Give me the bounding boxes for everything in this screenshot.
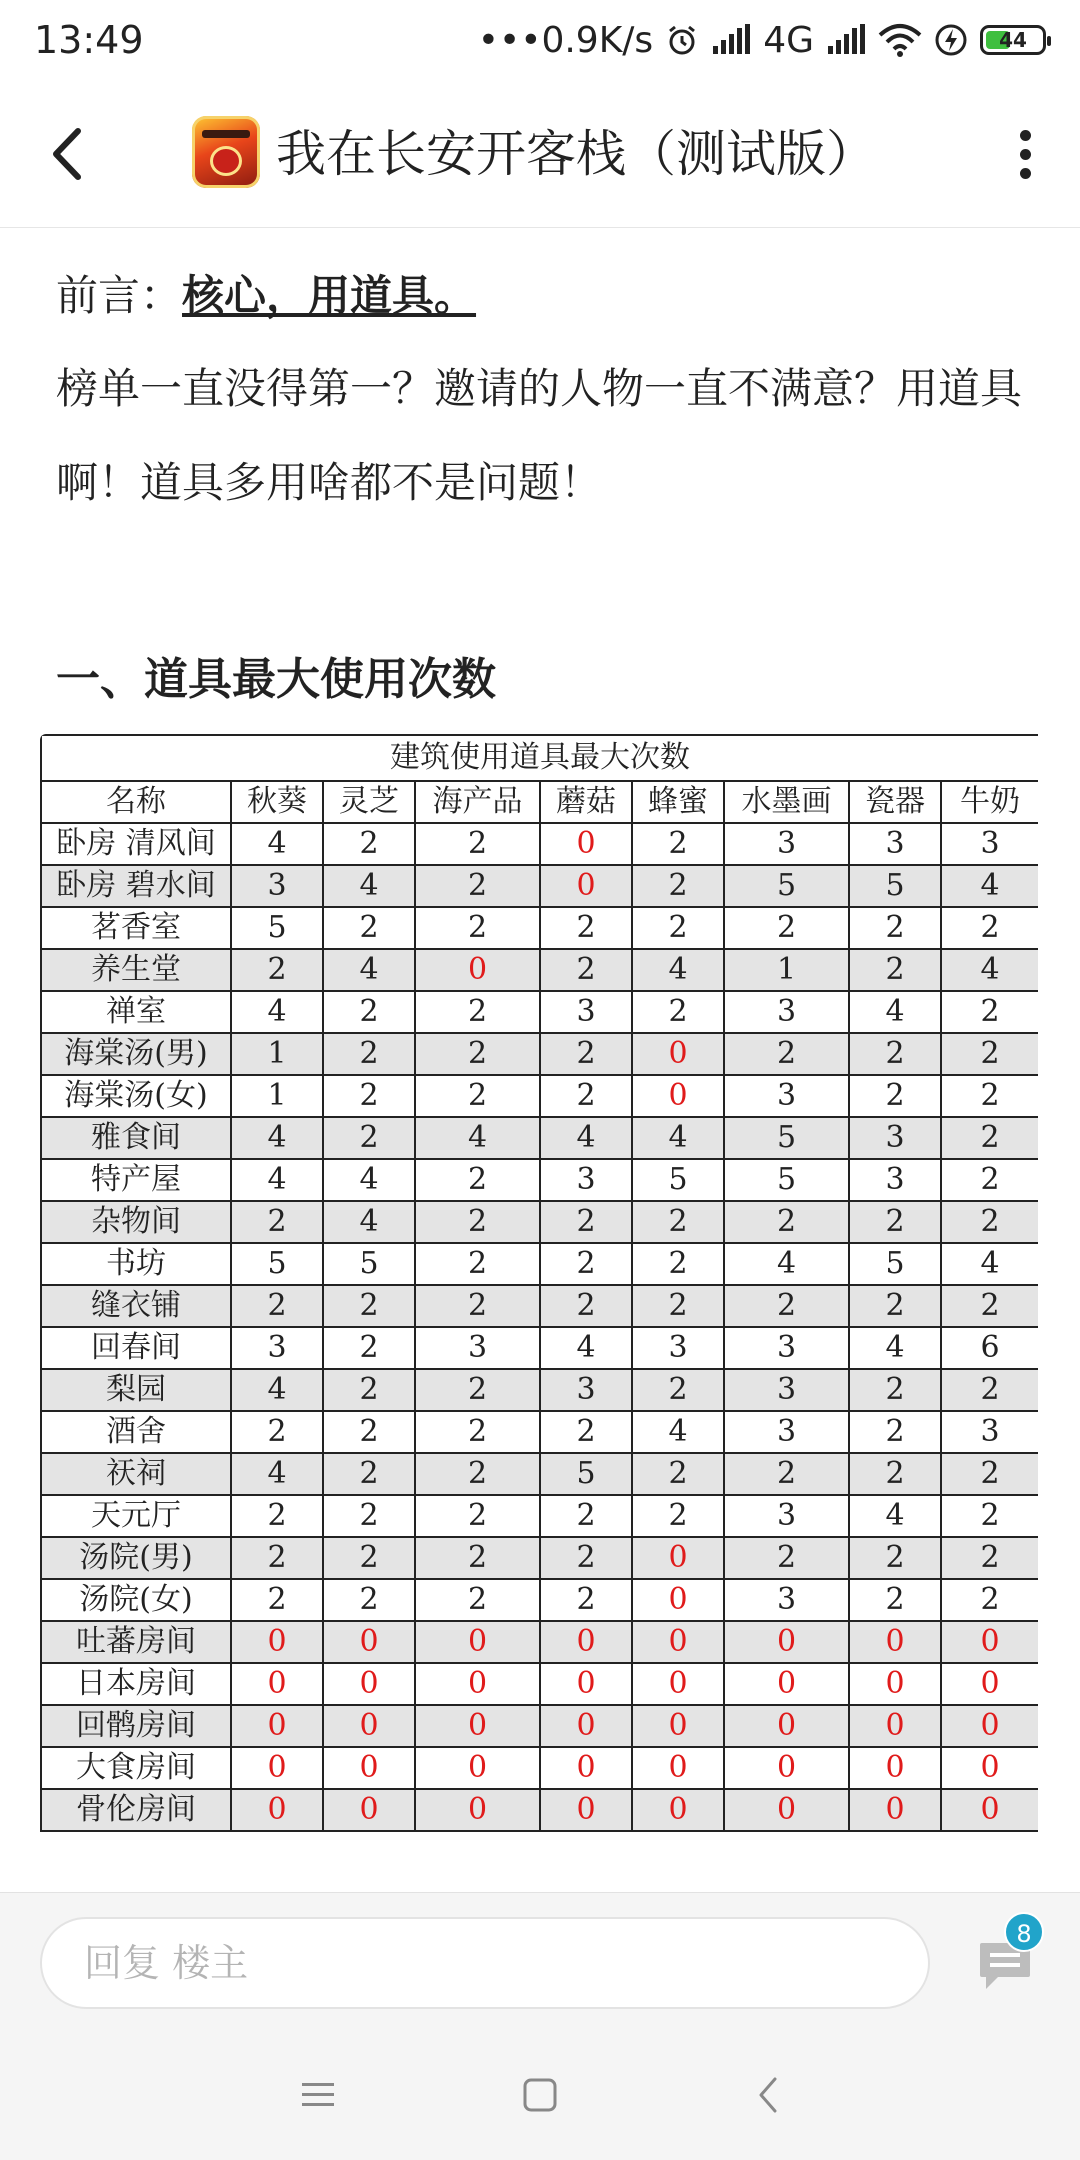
app-header bbox=[0, 80, 1080, 228]
table-cell: 2 bbox=[849, 1579, 941, 1621]
table-cell: 5 bbox=[323, 1243, 415, 1285]
network-speed: •••0.9K/s bbox=[477, 19, 654, 61]
table-cell: 2 bbox=[540, 1495, 632, 1537]
table-cell: 0 bbox=[323, 1705, 415, 1747]
table-row bbox=[41, 1117, 1038, 1159]
table-caption: 建筑使用道具最大次数 bbox=[41, 735, 1038, 781]
table-cell: 0 bbox=[632, 1537, 724, 1579]
table-cell: 4 bbox=[849, 1327, 941, 1369]
nav-back-button[interactable] bbox=[738, 2070, 798, 2120]
table-row-name: 梨园 bbox=[41, 1369, 231, 1411]
table-cell: 2 bbox=[941, 991, 1038, 1033]
table-cell: 0 bbox=[632, 1033, 724, 1075]
table-cell: 2 bbox=[415, 907, 540, 949]
table-cell: 3 bbox=[724, 1075, 849, 1117]
table-cell: 5 bbox=[231, 907, 323, 949]
table-cell: 4 bbox=[849, 991, 941, 1033]
table-cell: 0 bbox=[632, 1747, 724, 1789]
table-header-cell: 牛奶 bbox=[941, 781, 1038, 823]
table-cell: 2 bbox=[632, 1369, 724, 1411]
table-cell: 2 bbox=[941, 907, 1038, 949]
table-cell: 2 bbox=[632, 1495, 724, 1537]
intro-prefix: 前言： bbox=[56, 271, 183, 320]
table-cell: 5 bbox=[724, 865, 849, 907]
table-cell: 3 bbox=[415, 1327, 540, 1369]
table-header-cell: 秋葵 bbox=[231, 781, 323, 823]
table-cell: 0 bbox=[941, 1747, 1038, 1789]
table-cell: 4 bbox=[323, 949, 415, 991]
table-row bbox=[41, 1201, 1038, 1243]
table-cell: 2 bbox=[849, 1075, 941, 1117]
table-row bbox=[41, 1033, 1038, 1075]
table-cell: 0 bbox=[724, 1747, 849, 1789]
table-cell: 0 bbox=[540, 1663, 632, 1705]
alarm-icon bbox=[665, 23, 699, 57]
table-cell: 4 bbox=[415, 1117, 540, 1159]
table-row-name: 天元厅 bbox=[41, 1495, 231, 1537]
nav-home-button[interactable] bbox=[510, 2070, 570, 2120]
table-cell: 4 bbox=[231, 823, 323, 865]
table-cell: 2 bbox=[941, 1117, 1038, 1159]
table-cell: 2 bbox=[941, 1075, 1038, 1117]
table-cell: 2 bbox=[231, 1411, 323, 1453]
table-row bbox=[41, 1075, 1038, 1117]
table-cell: 2 bbox=[724, 1285, 849, 1327]
table-cell: 0 bbox=[849, 1747, 941, 1789]
table-cell: 2 bbox=[415, 1537, 540, 1579]
table-cell: 2 bbox=[415, 1075, 540, 1117]
reply-input[interactable]: 回复 楼主 bbox=[40, 1917, 930, 2009]
table-cell: 4 bbox=[724, 1243, 849, 1285]
table-cell: 0 bbox=[540, 823, 632, 865]
table-cell: 4 bbox=[323, 1201, 415, 1243]
table-cell: 2 bbox=[323, 1285, 415, 1327]
table-row-name: 特产屋 bbox=[41, 1159, 231, 1201]
table-cell: 0 bbox=[323, 1621, 415, 1663]
table-header-cell: 瓷器 bbox=[849, 781, 941, 823]
table-row-name: 回春间 bbox=[41, 1327, 231, 1369]
table-cell: 0 bbox=[632, 1075, 724, 1117]
table-row bbox=[41, 1327, 1038, 1369]
table-cell: 2 bbox=[849, 1411, 941, 1453]
table-cell: 2 bbox=[724, 1201, 849, 1243]
table-cell: 2 bbox=[849, 1453, 941, 1495]
more-vertical-icon bbox=[1020, 130, 1031, 141]
table-cell: 2 bbox=[941, 1201, 1038, 1243]
table-cell: 2 bbox=[941, 1159, 1038, 1201]
table-cell: 2 bbox=[415, 865, 540, 907]
system-nav-bar bbox=[0, 2030, 1080, 2160]
table-row-name: 吐蕃房间 bbox=[41, 1621, 231, 1663]
status-bar bbox=[0, 0, 1080, 80]
table-cell: 2 bbox=[415, 1411, 540, 1453]
table-cell: 0 bbox=[724, 1705, 849, 1747]
table-cell: 2 bbox=[231, 949, 323, 991]
article-content bbox=[56, 228, 1024, 710]
table-cell: 2 bbox=[415, 991, 540, 1033]
table-row bbox=[41, 1579, 1038, 1621]
table-cell: 4 bbox=[231, 991, 323, 1033]
table-row bbox=[41, 1369, 1038, 1411]
table-cell: 2 bbox=[323, 823, 415, 865]
table-row-name: 海棠汤(女) bbox=[41, 1075, 231, 1117]
table-cell: 2 bbox=[231, 1495, 323, 1537]
table-cell: 2 bbox=[415, 1201, 540, 1243]
table-cell: 5 bbox=[632, 1159, 724, 1201]
table-cell: 0 bbox=[540, 865, 632, 907]
table-cell: 5 bbox=[724, 1117, 849, 1159]
table-cell: 5 bbox=[849, 865, 941, 907]
table-cell: 0 bbox=[941, 1621, 1038, 1663]
table-cell: 5 bbox=[231, 1243, 323, 1285]
table-cell: 2 bbox=[415, 1285, 540, 1327]
table-cell: 2 bbox=[540, 1201, 632, 1243]
table-cell: 0 bbox=[415, 1747, 540, 1789]
table-cell: 4 bbox=[323, 865, 415, 907]
table-header-row bbox=[41, 781, 1038, 823]
table-cell: 0 bbox=[415, 1621, 540, 1663]
table-row-name: 海棠汤(男) bbox=[41, 1033, 231, 1075]
table-cell: 4 bbox=[632, 1117, 724, 1159]
table-cell: 2 bbox=[632, 907, 724, 949]
table-row-name: 养生堂 bbox=[41, 949, 231, 991]
table-row-name: 酒舍 bbox=[41, 1411, 231, 1453]
table-cell: 0 bbox=[849, 1789, 941, 1831]
table-cell: 3 bbox=[724, 823, 849, 865]
table-header-cell: 蘑菇 bbox=[540, 781, 632, 823]
intro-paragraph: 榜单一直没得第一？邀请的人物一直不满意？用道具啊！道具多用啥都不是问题！ bbox=[56, 364, 1023, 507]
table-cell: 0 bbox=[415, 1663, 540, 1705]
wifi-icon bbox=[878, 23, 922, 57]
table-cell: 2 bbox=[941, 1033, 1038, 1075]
menu-icon bbox=[300, 2080, 336, 2110]
table-cell: 0 bbox=[415, 949, 540, 991]
table-row bbox=[41, 907, 1038, 949]
section-heading: 一、道具最大使用次数 bbox=[56, 654, 496, 705]
table-cell: 2 bbox=[540, 1411, 632, 1453]
reply-bar bbox=[0, 1892, 1080, 2031]
table-cell: 2 bbox=[941, 1579, 1038, 1621]
table-row-name: 大食房间 bbox=[41, 1747, 231, 1789]
table-row-name: 回鹘房间 bbox=[41, 1705, 231, 1747]
table-row bbox=[41, 1747, 1038, 1789]
table-cell: 1 bbox=[724, 949, 849, 991]
nav-menu-button[interactable] bbox=[288, 2070, 348, 2120]
table-cell: 0 bbox=[632, 1705, 724, 1747]
table-cell: 3 bbox=[724, 1495, 849, 1537]
table-cell: 0 bbox=[231, 1663, 323, 1705]
table-cell: 0 bbox=[540, 1747, 632, 1789]
table-row-name: 雅食间 bbox=[41, 1117, 231, 1159]
table-cell: 3 bbox=[632, 1327, 724, 1369]
table-cell: 2 bbox=[540, 907, 632, 949]
table-row bbox=[41, 1537, 1038, 1579]
table-cell: 2 bbox=[323, 1495, 415, 1537]
table-cell: 2 bbox=[415, 1033, 540, 1075]
back-button[interactable] bbox=[38, 124, 98, 184]
table-row bbox=[41, 991, 1038, 1033]
table-row bbox=[41, 1243, 1038, 1285]
battery-level: 44 bbox=[999, 28, 1027, 52]
table-cell: 2 bbox=[231, 1285, 323, 1327]
table-cell: 2 bbox=[231, 1537, 323, 1579]
table-cell: 0 bbox=[540, 1705, 632, 1747]
table-cell: 2 bbox=[632, 991, 724, 1033]
table-cell: 2 bbox=[323, 1033, 415, 1075]
table-cell: 2 bbox=[415, 1495, 540, 1537]
table-row-name: 书坊 bbox=[41, 1243, 231, 1285]
table-cell: 3 bbox=[849, 1159, 941, 1201]
back-chevron-icon bbox=[753, 2075, 783, 2115]
table-cell: 2 bbox=[724, 1537, 849, 1579]
table-cell: 2 bbox=[849, 1369, 941, 1411]
table-cell: 2 bbox=[941, 1453, 1038, 1495]
table-cell: 2 bbox=[632, 1201, 724, 1243]
table-row bbox=[41, 1495, 1038, 1537]
table-cell: 2 bbox=[415, 823, 540, 865]
signal-icon bbox=[711, 24, 751, 56]
table-header-cell: 名称 bbox=[41, 781, 231, 823]
table-cell: 3 bbox=[540, 1369, 632, 1411]
table-cell: 2 bbox=[415, 1243, 540, 1285]
table-cell: 4 bbox=[231, 1117, 323, 1159]
table-cell: 0 bbox=[323, 1789, 415, 1831]
table-cell: 3 bbox=[540, 1159, 632, 1201]
table-cell: 1 bbox=[231, 1075, 323, 1117]
table-cell: 4 bbox=[231, 1159, 323, 1201]
table-cell: 2 bbox=[724, 907, 849, 949]
back-arrow-icon bbox=[48, 127, 88, 181]
table-row bbox=[41, 949, 1038, 991]
table-row bbox=[41, 1621, 1038, 1663]
table-cell: 2 bbox=[724, 1033, 849, 1075]
table-cell: 1 bbox=[231, 1033, 323, 1075]
table-row-name: 茗香室 bbox=[41, 907, 231, 949]
item-usage-table bbox=[40, 734, 1038, 1832]
table-row bbox=[41, 823, 1038, 865]
table-cell: 2 bbox=[941, 1537, 1038, 1579]
table-cell: 0 bbox=[540, 1621, 632, 1663]
table-row bbox=[41, 1663, 1038, 1705]
table-cell: 3 bbox=[849, 823, 941, 865]
table-row-name: 卧房 碧水间 bbox=[41, 865, 231, 907]
table-cell: 4 bbox=[231, 1369, 323, 1411]
table-cell: 2 bbox=[849, 1537, 941, 1579]
table-cell: 3 bbox=[724, 991, 849, 1033]
table-cell: 2 bbox=[415, 1369, 540, 1411]
table-cell: 3 bbox=[724, 1327, 849, 1369]
table-row bbox=[41, 865, 1038, 907]
network-type: 4G bbox=[763, 19, 814, 61]
table-cell: 0 bbox=[724, 1621, 849, 1663]
table-cell: 5 bbox=[540, 1453, 632, 1495]
table-cell: 0 bbox=[724, 1663, 849, 1705]
table-row bbox=[41, 1159, 1038, 1201]
table-row-name: 缝衣铺 bbox=[41, 1285, 231, 1327]
table-cell: 2 bbox=[632, 865, 724, 907]
table-cell: 2 bbox=[323, 1537, 415, 1579]
table-row-name: 祆祠 bbox=[41, 1453, 231, 1495]
table-cell: 2 bbox=[323, 1369, 415, 1411]
table-cell: 0 bbox=[323, 1747, 415, 1789]
table-cell: 3 bbox=[231, 1327, 323, 1369]
table-cell: 2 bbox=[849, 1285, 941, 1327]
table-cell: 2 bbox=[323, 1453, 415, 1495]
table-cell: 0 bbox=[323, 1663, 415, 1705]
table-cell: 2 bbox=[323, 991, 415, 1033]
table-cell: 4 bbox=[540, 1327, 632, 1369]
table-cell: 2 bbox=[540, 1033, 632, 1075]
table-cell: 4 bbox=[632, 1411, 724, 1453]
table-cell: 3 bbox=[724, 1369, 849, 1411]
table-cell: 5 bbox=[724, 1159, 849, 1201]
table-cell: 4 bbox=[231, 1453, 323, 1495]
signal-icon-2 bbox=[826, 24, 866, 56]
table-cell: 2 bbox=[941, 1285, 1038, 1327]
table-row-name: 日本房间 bbox=[41, 1663, 231, 1705]
table-row-name: 汤院(男) bbox=[41, 1537, 231, 1579]
table-row bbox=[41, 1453, 1038, 1495]
home-square-icon bbox=[522, 2077, 558, 2113]
table-cell: 0 bbox=[941, 1789, 1038, 1831]
table-cell: 0 bbox=[849, 1705, 941, 1747]
battery-icon bbox=[980, 25, 1046, 55]
table-cell: 2 bbox=[632, 1453, 724, 1495]
table-row bbox=[41, 1789, 1038, 1831]
table-cell: 4 bbox=[941, 949, 1038, 991]
comment-count-badge: 8 bbox=[1004, 1912, 1044, 1952]
table-cell: 2 bbox=[724, 1453, 849, 1495]
page-title: 我在长安开客栈（测试版） bbox=[276, 125, 876, 183]
table-cell: 0 bbox=[231, 1789, 323, 1831]
table-cell: 3 bbox=[724, 1411, 849, 1453]
table-cell: 2 bbox=[323, 907, 415, 949]
intro-strong: 核心，用道具。 bbox=[182, 271, 477, 320]
table-cell: 2 bbox=[415, 1579, 540, 1621]
charging-icon bbox=[934, 23, 968, 57]
table-cell: 2 bbox=[540, 1243, 632, 1285]
table-cell: 2 bbox=[323, 1327, 415, 1369]
table-cell: 2 bbox=[415, 1453, 540, 1495]
table-cell: 0 bbox=[415, 1705, 540, 1747]
table-cell: 2 bbox=[849, 1201, 941, 1243]
table-cell: 2 bbox=[540, 1285, 632, 1327]
table-cell: 0 bbox=[632, 1789, 724, 1831]
table-cell: 4 bbox=[849, 1495, 941, 1537]
table-row bbox=[41, 1411, 1038, 1453]
table-row-name: 骨伦房间 bbox=[41, 1789, 231, 1831]
table-cell: 4 bbox=[941, 865, 1038, 907]
table-cell: 4 bbox=[941, 1243, 1038, 1285]
table-cell: 2 bbox=[540, 1075, 632, 1117]
table-cell: 3 bbox=[941, 1411, 1038, 1453]
table-cell: 2 bbox=[415, 1159, 540, 1201]
item-usage-table-image[interactable] bbox=[40, 734, 1038, 1892]
table-cell: 0 bbox=[540, 1789, 632, 1831]
table-header-cell: 水墨画 bbox=[724, 781, 849, 823]
table-cell: 4 bbox=[323, 1159, 415, 1201]
table-cell: 2 bbox=[632, 1285, 724, 1327]
table-cell: 0 bbox=[849, 1621, 941, 1663]
table-cell: 6 bbox=[941, 1327, 1038, 1369]
table-row bbox=[41, 1705, 1038, 1747]
table-cell: 2 bbox=[323, 1117, 415, 1159]
table-cell: 0 bbox=[231, 1747, 323, 1789]
table-cell: 4 bbox=[540, 1117, 632, 1159]
table-cell: 2 bbox=[849, 907, 941, 949]
table-cell: 2 bbox=[323, 1075, 415, 1117]
table-cell: 2 bbox=[540, 949, 632, 991]
status-time: 13:49 bbox=[34, 18, 144, 62]
table-cell: 2 bbox=[231, 1579, 323, 1621]
table-header-cell: 灵芝 bbox=[323, 781, 415, 823]
table-cell: 0 bbox=[724, 1789, 849, 1831]
table-cell: 3 bbox=[231, 865, 323, 907]
table-cell: 2 bbox=[849, 1033, 941, 1075]
table-cell: 5 bbox=[849, 1243, 941, 1285]
table-row-name: 禅室 bbox=[41, 991, 231, 1033]
table-row-name: 杂物间 bbox=[41, 1201, 231, 1243]
table-cell: 2 bbox=[540, 1537, 632, 1579]
table-row bbox=[41, 1285, 1038, 1327]
table-cell: 2 bbox=[849, 949, 941, 991]
table-cell: 0 bbox=[632, 1621, 724, 1663]
table-cell: 0 bbox=[941, 1705, 1038, 1747]
app-logo bbox=[192, 116, 260, 188]
table-cell: 2 bbox=[231, 1201, 323, 1243]
table-cell: 2 bbox=[323, 1411, 415, 1453]
table-cell: 0 bbox=[415, 1789, 540, 1831]
table-row-name: 卧房 清风间 bbox=[41, 823, 231, 865]
intro-line bbox=[56, 268, 1024, 324]
table-cell: 4 bbox=[632, 949, 724, 991]
status-indicators bbox=[478, 20, 1046, 61]
table-cell: 2 bbox=[632, 823, 724, 865]
table-cell: 0 bbox=[632, 1663, 724, 1705]
table-cell: 2 bbox=[540, 1579, 632, 1621]
table-cell: 3 bbox=[849, 1117, 941, 1159]
table-cell: 2 bbox=[632, 1243, 724, 1285]
table-cell: 3 bbox=[941, 823, 1038, 865]
table-cell: 0 bbox=[941, 1663, 1038, 1705]
table-header-cell: 蜂蜜 bbox=[632, 781, 724, 823]
table-cell: 0 bbox=[231, 1705, 323, 1747]
table-cell: 2 bbox=[323, 1579, 415, 1621]
table-cell: 3 bbox=[540, 991, 632, 1033]
table-cell: 2 bbox=[941, 1495, 1038, 1537]
table-body bbox=[41, 823, 1038, 1831]
table-cell: 0 bbox=[849, 1663, 941, 1705]
table-cell: 0 bbox=[632, 1579, 724, 1621]
table-cell: 2 bbox=[941, 1369, 1038, 1411]
table-cell: 0 bbox=[231, 1621, 323, 1663]
table-cell: 3 bbox=[724, 1579, 849, 1621]
table-header-cell: 海产品 bbox=[415, 781, 540, 823]
table-row-name: 汤院(女) bbox=[41, 1579, 231, 1621]
more-button[interactable] bbox=[1010, 124, 1040, 184]
